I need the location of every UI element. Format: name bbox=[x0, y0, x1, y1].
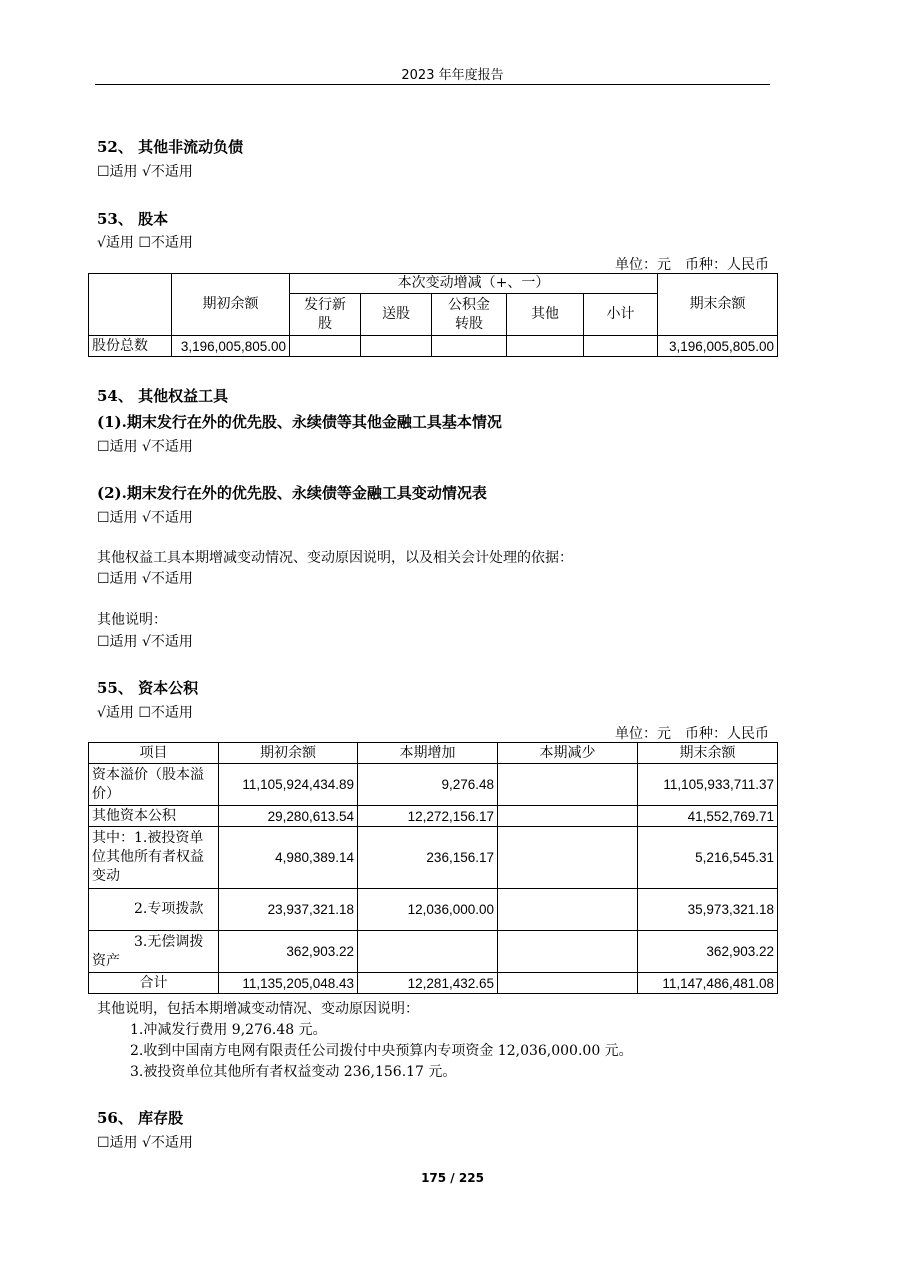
row-issue bbox=[290, 336, 361, 357]
row-reserve bbox=[432, 336, 507, 357]
row-item: 其他资本公积 bbox=[89, 806, 219, 827]
row-opening: 23,937,321.18 bbox=[219, 889, 358, 931]
section-55-note-1: 1.冲减发行费用 9,276.48 元。 bbox=[130, 1022, 327, 1038]
header-blank-cell bbox=[89, 274, 172, 336]
row-item: 2.专项拨款 bbox=[89, 889, 219, 931]
section-54-note1: 其他权益工具本期增减变动情况、变动原因说明，以及相关会计处理的依据： bbox=[97, 550, 573, 566]
row-opening: 362,903.22 bbox=[219, 931, 358, 973]
row-opening: 3,196,005,805.00 bbox=[172, 336, 290, 357]
row-increase: 12,281,432.65 bbox=[358, 973, 498, 994]
row-opening: 4,980,389.14 bbox=[219, 827, 358, 889]
row-label: 股份总数 bbox=[89, 336, 172, 357]
row-item: 3.无偿调拨资产 bbox=[89, 931, 219, 973]
section-54-sub1-status: ☐适用 √不适用 bbox=[97, 439, 193, 455]
header-issue: 发行新股 bbox=[290, 294, 361, 336]
row-item: 合计 bbox=[89, 973, 219, 994]
section-55-note-title: 其他说明，包括本期增减变动情况、变动原因说明： bbox=[97, 1001, 419, 1017]
section-55-note-3: 3.被投资单位其他所有者权益变动 236,156.17 元。 bbox=[130, 1064, 457, 1080]
page-number: 175 / 225 bbox=[421, 1171, 484, 1185]
section-54-sub1: (1).期末发行在外的优先股、永续债等其他金融工具基本情况 bbox=[97, 413, 502, 431]
row-decrease bbox=[498, 973, 638, 994]
table-row bbox=[89, 889, 778, 931]
row-other bbox=[507, 336, 584, 357]
section-54-title: 54、 其他权益工具 bbox=[97, 387, 229, 405]
section-52-status: ☐适用 √不适用 bbox=[97, 164, 193, 180]
header-decrease: 本期减少 bbox=[498, 743, 638, 764]
section-55-title: 55、 资本公积 bbox=[97, 679, 199, 697]
section-54-note2: 其他说明： bbox=[97, 612, 167, 628]
section-55-note-2: 2.收到中国南方电网有限责任公司拨付中央预算内专项资金 12,036,000.00 元。 bbox=[130, 1043, 633, 1059]
header-divider bbox=[95, 84, 770, 85]
section-56-status: ☐适用 √不适用 bbox=[97, 1135, 193, 1151]
row-item: 其中：1.被投资单位其他所有者权益变动 bbox=[89, 827, 219, 889]
table-row bbox=[89, 827, 778, 889]
row-decrease bbox=[498, 827, 638, 889]
row-closing: 35,973,321.18 bbox=[638, 889, 778, 931]
section-55-unit: 单位：元 币种：人民币 bbox=[615, 726, 769, 742]
row-opening: 11,135,205,048.43 bbox=[219, 973, 358, 994]
section-53-unit: 单位：元 币种：人民币 bbox=[615, 257, 769, 273]
header-opening: 期初余额 bbox=[172, 274, 290, 336]
section-56-title: 56、 库存股 bbox=[97, 1109, 184, 1127]
row-decrease bbox=[498, 764, 638, 806]
table-row bbox=[89, 806, 778, 827]
header-reserve: 公积金转股 bbox=[432, 294, 507, 336]
header-increase: 本期增加 bbox=[358, 743, 498, 764]
section-54-note2-status: ☐适用 √不适用 bbox=[97, 634, 193, 650]
header-other: 其他 bbox=[507, 294, 584, 336]
row-decrease bbox=[498, 806, 638, 827]
row-increase: 236,156.17 bbox=[358, 827, 498, 889]
section-54-sub2: (2).期末发行在外的优先股、永续债等金融工具变动情况表 bbox=[97, 484, 487, 502]
row-closing: 362,903.22 bbox=[638, 931, 778, 973]
table-row-total bbox=[89, 973, 778, 994]
row-closing: 5,216,545.31 bbox=[638, 827, 778, 889]
row-closing: 41,552,769.71 bbox=[638, 806, 778, 827]
row-increase bbox=[358, 931, 498, 973]
header-closing: 期末余额 bbox=[638, 743, 778, 764]
header-opening: 期初余额 bbox=[219, 743, 358, 764]
row-opening: 11,105,924,434.89 bbox=[219, 764, 358, 806]
header-bonus: 送股 bbox=[361, 294, 432, 336]
row-closing: 11,147,486,481.08 bbox=[638, 973, 778, 994]
header-subtotal: 小计 bbox=[584, 294, 658, 336]
section-54-note1-status: ☐适用 √不适用 bbox=[97, 571, 193, 587]
header-closing: 期末余额 bbox=[658, 274, 778, 336]
row-increase: 12,036,000.00 bbox=[358, 889, 498, 931]
section-52-title: 52、 其他非流动负债 bbox=[97, 138, 244, 156]
share-capital-table bbox=[88, 273, 778, 357]
page-header: 2023 年年度报告 bbox=[401, 68, 504, 83]
table-row bbox=[89, 931, 778, 973]
header-change-group: 本次变动增减（+、一） bbox=[290, 274, 658, 294]
row-closing: 3,196,005,805.00 bbox=[658, 336, 778, 357]
row-decrease bbox=[498, 931, 638, 973]
capital-reserve-table bbox=[88, 742, 778, 994]
section-53-title: 53、 股本 bbox=[97, 210, 169, 228]
row-bonus bbox=[361, 336, 432, 357]
section-55-status: √适用 ☐不适用 bbox=[97, 705, 193, 721]
header-item: 项目 bbox=[89, 743, 219, 764]
row-item: 资本溢价（股本溢价） bbox=[89, 764, 219, 806]
section-54-sub2-status: ☐适用 √不适用 bbox=[97, 510, 193, 526]
row-increase: 9,276.48 bbox=[358, 764, 498, 806]
table-row bbox=[89, 764, 778, 806]
row-opening: 29,280,613.54 bbox=[219, 806, 358, 827]
row-increase: 12,272,156.17 bbox=[358, 806, 498, 827]
row-subtotal bbox=[584, 336, 658, 357]
row-decrease bbox=[498, 889, 638, 931]
row-closing: 11,105,933,711.37 bbox=[638, 764, 778, 806]
section-53-status: √适用 ☐不适用 bbox=[97, 235, 193, 251]
